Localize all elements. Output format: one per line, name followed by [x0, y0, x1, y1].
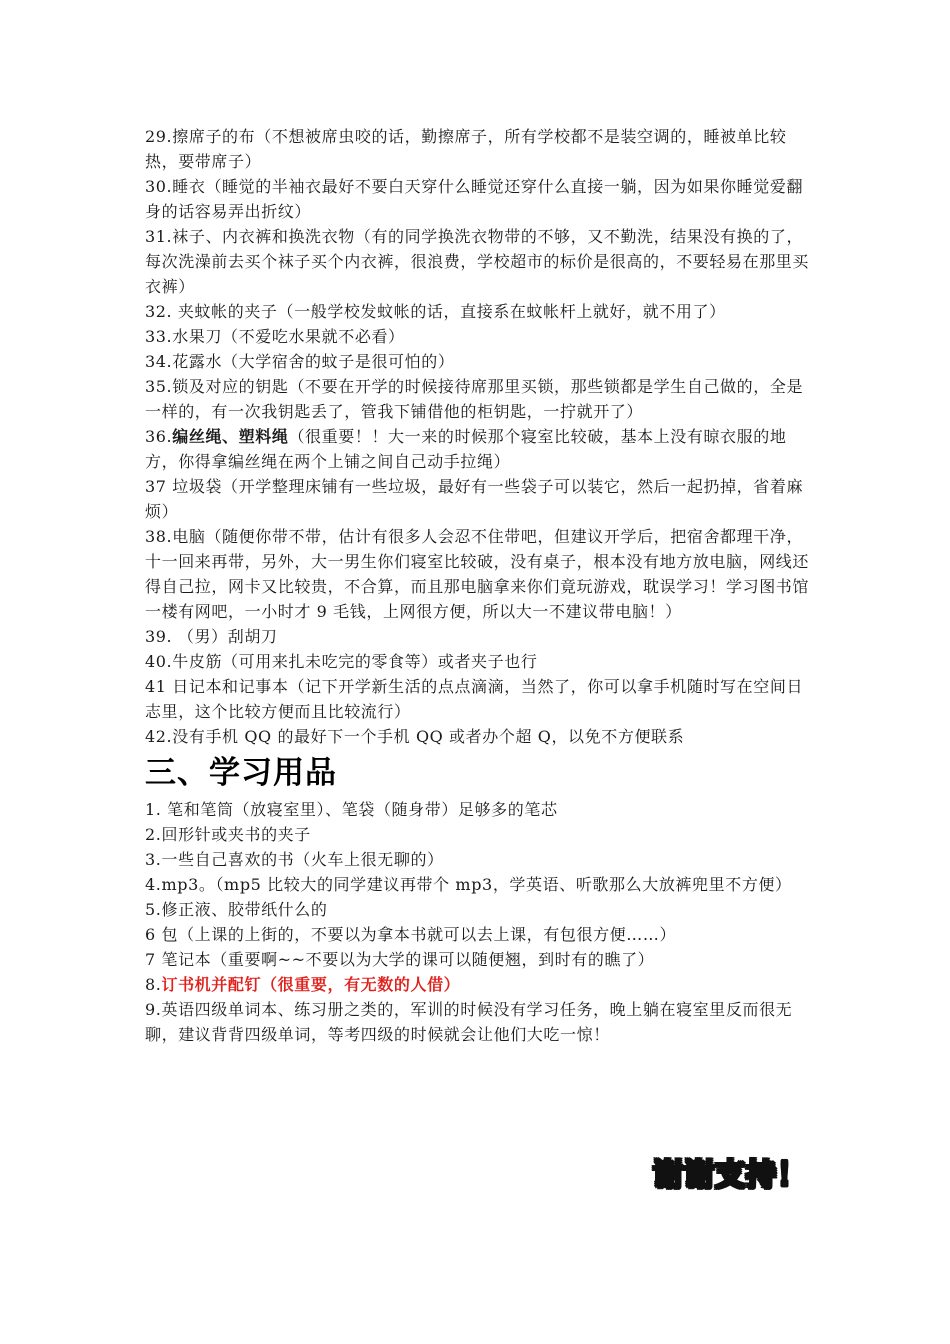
section-heading-study-supplies: 三、学习用品	[145, 755, 337, 791]
list-item-36	[145, 424, 817, 474]
list-item-30: 30.睡衣（睡觉的半袖衣最好不要白天穿什么睡觉还穿什么直接一躺，因为如果你睡觉爱翻身的话容易弄出折纹）	[145, 177, 804, 221]
study-item-7: 7 笔记本（重要啊~~不要以为大学的课可以随便翘，到时有的瞧了）	[145, 950, 655, 969]
document-body	[145, 124, 817, 1047]
list-item-31: 31.袜子、内衣裤和换洗衣物（有的同学换洗衣物带的不够，又不勤洗，结果没有换的了，每次洗澡前去买个袜子买个内衣裤，很浪费，学校超市的标价是很高的，不要轻易在那里买衣裤）	[145, 227, 810, 296]
list-item-40: 40.牛皮筋（可用来扎未吃完的零食等）或者夹子也行	[145, 652, 538, 671]
list-item-36-rest: （很重要！！大一来的时候那个寝室比较破，基本上没有晾衣服的地方，你得拿编丝绳在两个上铺之间自己动手拉绳）	[145, 427, 787, 471]
list-part1	[145, 124, 817, 424]
study-item-6: 6 包（上课的上街的，不要以为拿本书就可以去上课，有包很方便……）	[145, 925, 677, 944]
list-item-39: 39. （男）刮胡刀	[145, 627, 278, 646]
study-list	[145, 797, 817, 1047]
list-item-41: 41 日记本和记事本（记下开学新生活的点点滴滴，当然了，你可以拿手机随时写在空间日志里，这个比较方便而且比较流行）	[145, 677, 804, 721]
study-item-8	[145, 972, 817, 997]
list-item-38: 38.电脑（随便你带不带，估计有很多人会忍不住带吧，但建议开学后，把宿舍都理干净，十一回来再带，另外，大一男生你们寝室比较破，没有桌子，根本没有地方放电脑，网线还得自己拉，网卡又比较贵，不合算，而且那电脑拿来你们竟玩游戏，耽误学习！学习图书馆一楼有网吧，一小时才 9 毛钱，上网很方便，所以大一不建议带电脑！）	[145, 527, 810, 621]
study-item-2: 2.回形针或夹书的夹子	[145, 825, 311, 844]
list-item-34: 34.花露水（大学宿舍的蚊子是很可怕的）	[145, 352, 455, 371]
thanks-banner: 谢谢支持！	[653, 1158, 808, 1193]
list-item-29: 29.擦席子的布（不想被席虫咬的话，勤擦席子，所有学校都不是装空调的，睡被单比较热，要带席子）	[145, 127, 787, 171]
study-item-5: 5.修正液、胶带纸什么的	[145, 900, 328, 919]
study-item-1: 1. 笔和笔筒（放寝室里）、笔袋（随身带）足够多的笔芯	[145, 800, 558, 819]
list-item-42: 42.没有手机 QQ 的最好下一个手机 QQ 或者办个超 Q，以免不方便联系	[145, 727, 685, 746]
list-part2	[145, 474, 817, 749]
list-item-37: 37 垃圾袋（开学整理床铺有一些垃圾，最好有一些袋子可以装它，然后一起扔掉，省着麻烦）	[145, 477, 804, 521]
study-item-8-prefix: 8.	[145, 975, 162, 994]
study-item-3: 3.一些自己喜欢的书（火车上很无聊的）	[145, 850, 444, 869]
study-item-9: 9.英语四级单词本、练习册之类的，军训的时候没有学习任务，晚上躺在寝室里反而很无聊，建议背背四级单词，等考四级的时候就会让他们大吃一惊！	[145, 1000, 793, 1044]
list-item-33: 33.水果刀（不爱吃水果就不必看）	[145, 327, 405, 346]
list-item-36-bold: 编丝绳、塑料绳	[172, 427, 289, 446]
list-item-35: 35.锁及对应的钥匙（不要在开学的时候接待席那里买锁，那些锁都是学生自己做的，全是一样的，有一次我钥匙丢了，管我下铺借他的柜钥匙，一拧就开了）	[145, 377, 804, 421]
list-item-36-prefix: 36.	[145, 427, 173, 446]
study-item-8-highlight: 订书机并配钉（很重要，有无数的人借）	[161, 975, 461, 994]
study-item-4: 4.mp3。（mp5 比较大的同学建议再带个 mp3，学英语、听歌那么大放裤兜里不方便）	[145, 875, 792, 894]
list-item-32: 32. 夹蚊帐的夹子（一般学校发蚊帐的话，直接系在蚊帐杆上就好，就不用了）	[145, 302, 726, 321]
